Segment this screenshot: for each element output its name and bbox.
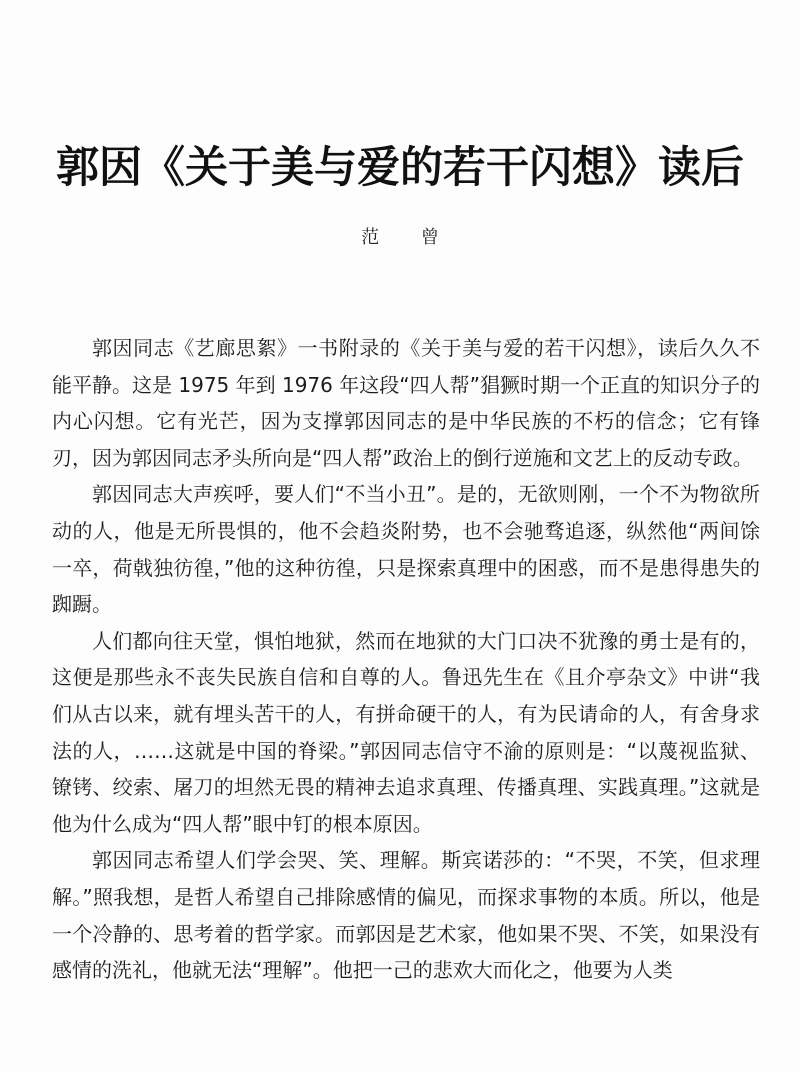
paragraph: 人们都向往天堂，惧怕地狱，然而在地狱的大门口决不犹豫的勇士是有的，这便是那些永不丧失民族自信和自尊的人。鲁迅先生在《且介亭杂文》中讲“我们从古以来，就有埋头苦干的人，有拼命硬干的人，有为民请命的人，有舍身求法的人，……这就是中国的脊梁。”郭因同志信守不渝的原则是：“以蔑视监狱、镣铐、绞索、屠刀的坦然无畏的精神去追求真理、传播真理、实践真理。”这就是他为什么成为“四人帮”眼中钉的根本原因。 <box>52 628 760 836</box>
paragraph: 郭因同志希望人们学会哭、笑、理解。斯宾诺莎的：“不哭，不笑，但求理解。”照我想，是哲人希望自己排除感情的偏见，而探求事物的本质。所以，他是一个冷静的、思考着的哲学家。而郭因是艺术家，他如果不哭、不笑，如果没有感情的洗礼，他就无法“理解”。他把一己的悲欢大而化之，他要为人类 <box>52 848 760 983</box>
article-author: 范 曾 <box>361 227 457 248</box>
article-body <box>52 330 760 989</box>
paragraph: 郭因同志《艺廊思絮》一书附录的《关于美与爱的若干闪想》，读后久久不能平静。这是 1975 年到 1976 年这段“四人帮”猖獗时期一个正直的知识分子的内心闪想。它有光芒，因为支撑郭因同志的是中华民族的不朽的信念；它有锋刃，因为郭因同志矛头所向是“四人帮”政治上的倒行逆施和文艺上的反动专政。 <box>52 336 760 470</box>
paragraph: 郭因同志大声疾呼，要人们“不当小丑”。是的，无欲则刚，一个不为物欲所动的人，他是无所畏惧的，他不会趋炎附势，也不会驰骛追逐，纵然他“两间馀一卒，荷戟独彷徨，”他的这种彷徨，只是探索真理中的困惑，而不是患得患失的踟蹰。 <box>52 482 760 617</box>
article-title: 郭因《关于美与爱的若干闪想》读后 <box>56 143 744 193</box>
